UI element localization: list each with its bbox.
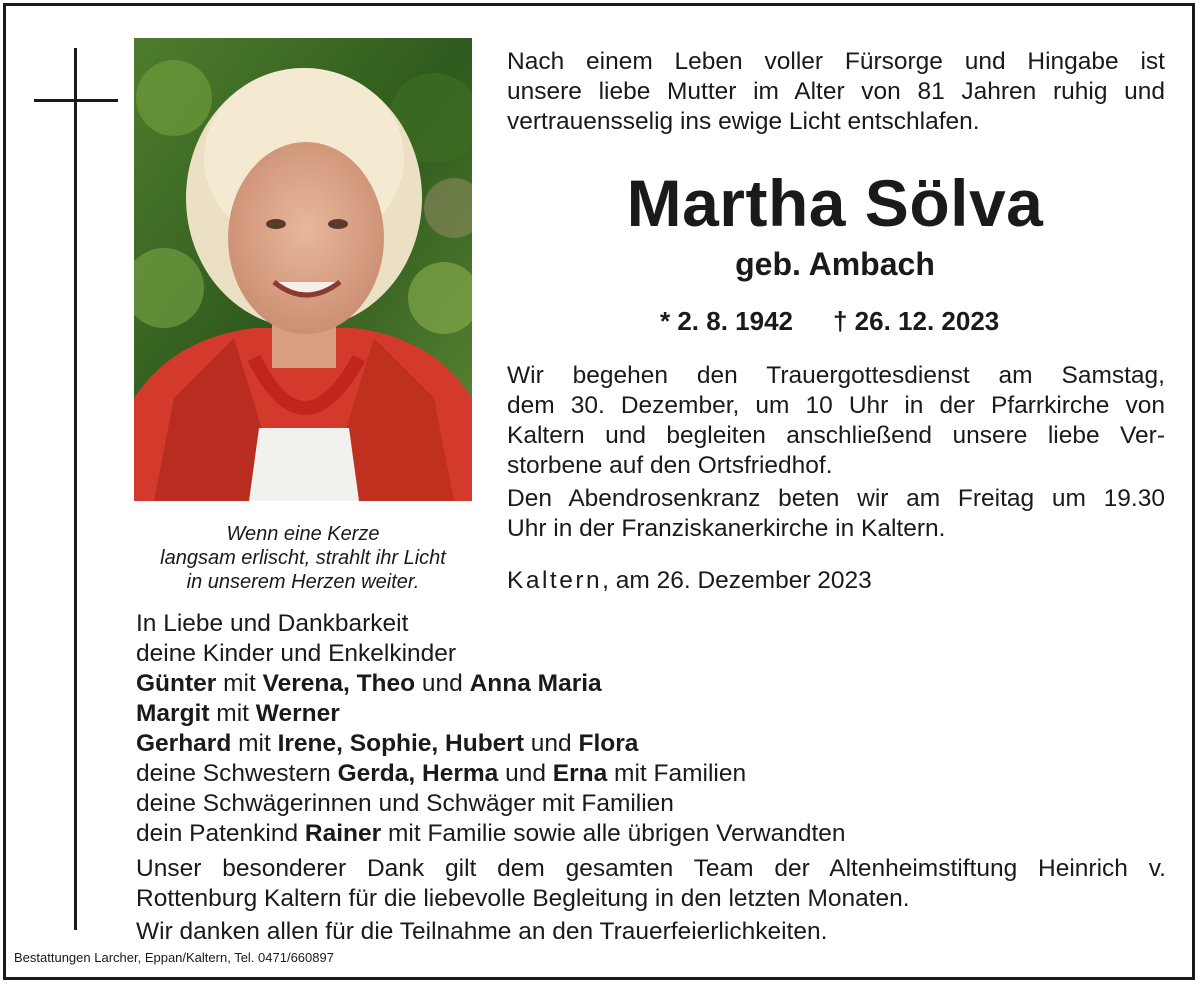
mourner-name: Flora: [578, 730, 639, 757]
mourner-name: Rainer: [304, 820, 382, 847]
rosary-line: Uhr in der Franziskanerkirche in Kaltern.: [507, 515, 946, 542]
cross-icon-horizontal: [34, 99, 118, 102]
connector-text: mit: [231, 730, 278, 757]
mourners-line: [136, 759, 846, 789]
quote-line: in unserem Herzen weiter.: [186, 571, 420, 593]
mourners-line: [136, 729, 846, 759]
birth-date: * 2. 8. 1942: [660, 306, 793, 336]
connector-text: mit: [209, 700, 256, 727]
connector-text: mit Familien: [607, 760, 747, 787]
connector-text: und: [524, 730, 579, 757]
mourners-line: [136, 819, 846, 849]
mourner-name: Erna: [552, 760, 608, 787]
mourners-line: [136, 669, 846, 699]
closing-thanks: [136, 917, 827, 947]
mourners-line: deine Schwägerinnen und Schwäger mit Familien: [136, 790, 674, 817]
mourner-name: Verena, Theo: [262, 670, 416, 697]
memorial-quote: [120, 522, 486, 594]
notice-date: , am 26. Dezember 2023: [602, 567, 872, 594]
quote-line: Wenn eine Kerze: [226, 523, 380, 545]
connector-text: und: [498, 760, 553, 787]
portrait-photo: [134, 38, 472, 501]
mourners-line: deine Kinder und Enkelkinder: [136, 640, 457, 667]
funeral-home-contact: Bestattungen Larcher, Eppan/Kaltern, Tel. 0471/660897: [14, 950, 334, 965]
mourners-list: [136, 609, 846, 849]
deceased-name: Martha Sölva: [626, 166, 1044, 240]
connector-text: mit: [216, 670, 263, 697]
intro-text: [507, 47, 1165, 137]
mourners-line: In Liebe und Dankbarkeit: [136, 610, 409, 637]
service-line: Wir begehen den Trauergottesdienst am Samstag,: [507, 362, 1165, 389]
place-name: Kaltern: [507, 567, 603, 594]
rosary-line: Den Abendrosenkranz beten wir am Freitag um 19.30: [507, 485, 1165, 512]
mourner-name: Gerda, Herma: [337, 760, 499, 787]
mourner-name: Margit: [136, 700, 210, 727]
service-line: storbene auf den Ortsfriedhof.: [507, 452, 833, 479]
cross-icon-vertical: [74, 48, 77, 930]
mourner-name: Günter: [136, 670, 217, 697]
intro-line: unsere liebe Mutter im Alter von 81 Jahren ruhig und: [507, 78, 1165, 105]
connector-text: und: [415, 670, 470, 697]
mourner-name: Irene, Sophie, Hubert: [277, 730, 524, 757]
thanks-text: [136, 854, 1166, 914]
service-line: dem 30. Dezember, um 10 Uhr in der Pfarrkirche von: [507, 392, 1165, 419]
death-date: † 26. 12. 2023: [833, 306, 1000, 336]
connector-text: mit Familie sowie alle übrigen Verwandten: [381, 820, 846, 847]
place-date: [507, 564, 872, 598]
quote-line: langsam erlischt, strahlt ihr Licht: [160, 547, 446, 569]
mourner-name: Anna Maria: [469, 670, 602, 697]
intro-line: Nach einem Leben voller Fürsorge und Hingabe ist: [507, 48, 1165, 75]
thanks-line: Rottenburg Kaltern für die liebevolle Begleitung in den letzten Monaten.: [136, 885, 910, 912]
service-text: [507, 361, 1165, 481]
mourner-name: Gerhard: [136, 730, 232, 757]
service-line: Kaltern und begleiten anschließend unsere liebe Ver-: [507, 422, 1165, 449]
maiden-name: geb. Ambach: [735, 246, 935, 282]
connector-text: deine Schwestern: [136, 760, 338, 787]
mourner-name: Werner: [255, 700, 340, 727]
intro-line: vertrauensselig ins ewige Licht entschlafen.: [507, 108, 980, 135]
thanks-line: Wir danken allen für die Teilnahme an den Trauerfeierlichkeiten.: [136, 918, 828, 945]
thanks-line: Unser besonderer Dank gilt dem gesamten Team der Altenheimstiftung Heinrich v.: [136, 855, 1166, 882]
rosary-text: [507, 484, 1165, 544]
mourners-line: [136, 699, 846, 729]
connector-text: dein Patenkind: [136, 820, 305, 847]
